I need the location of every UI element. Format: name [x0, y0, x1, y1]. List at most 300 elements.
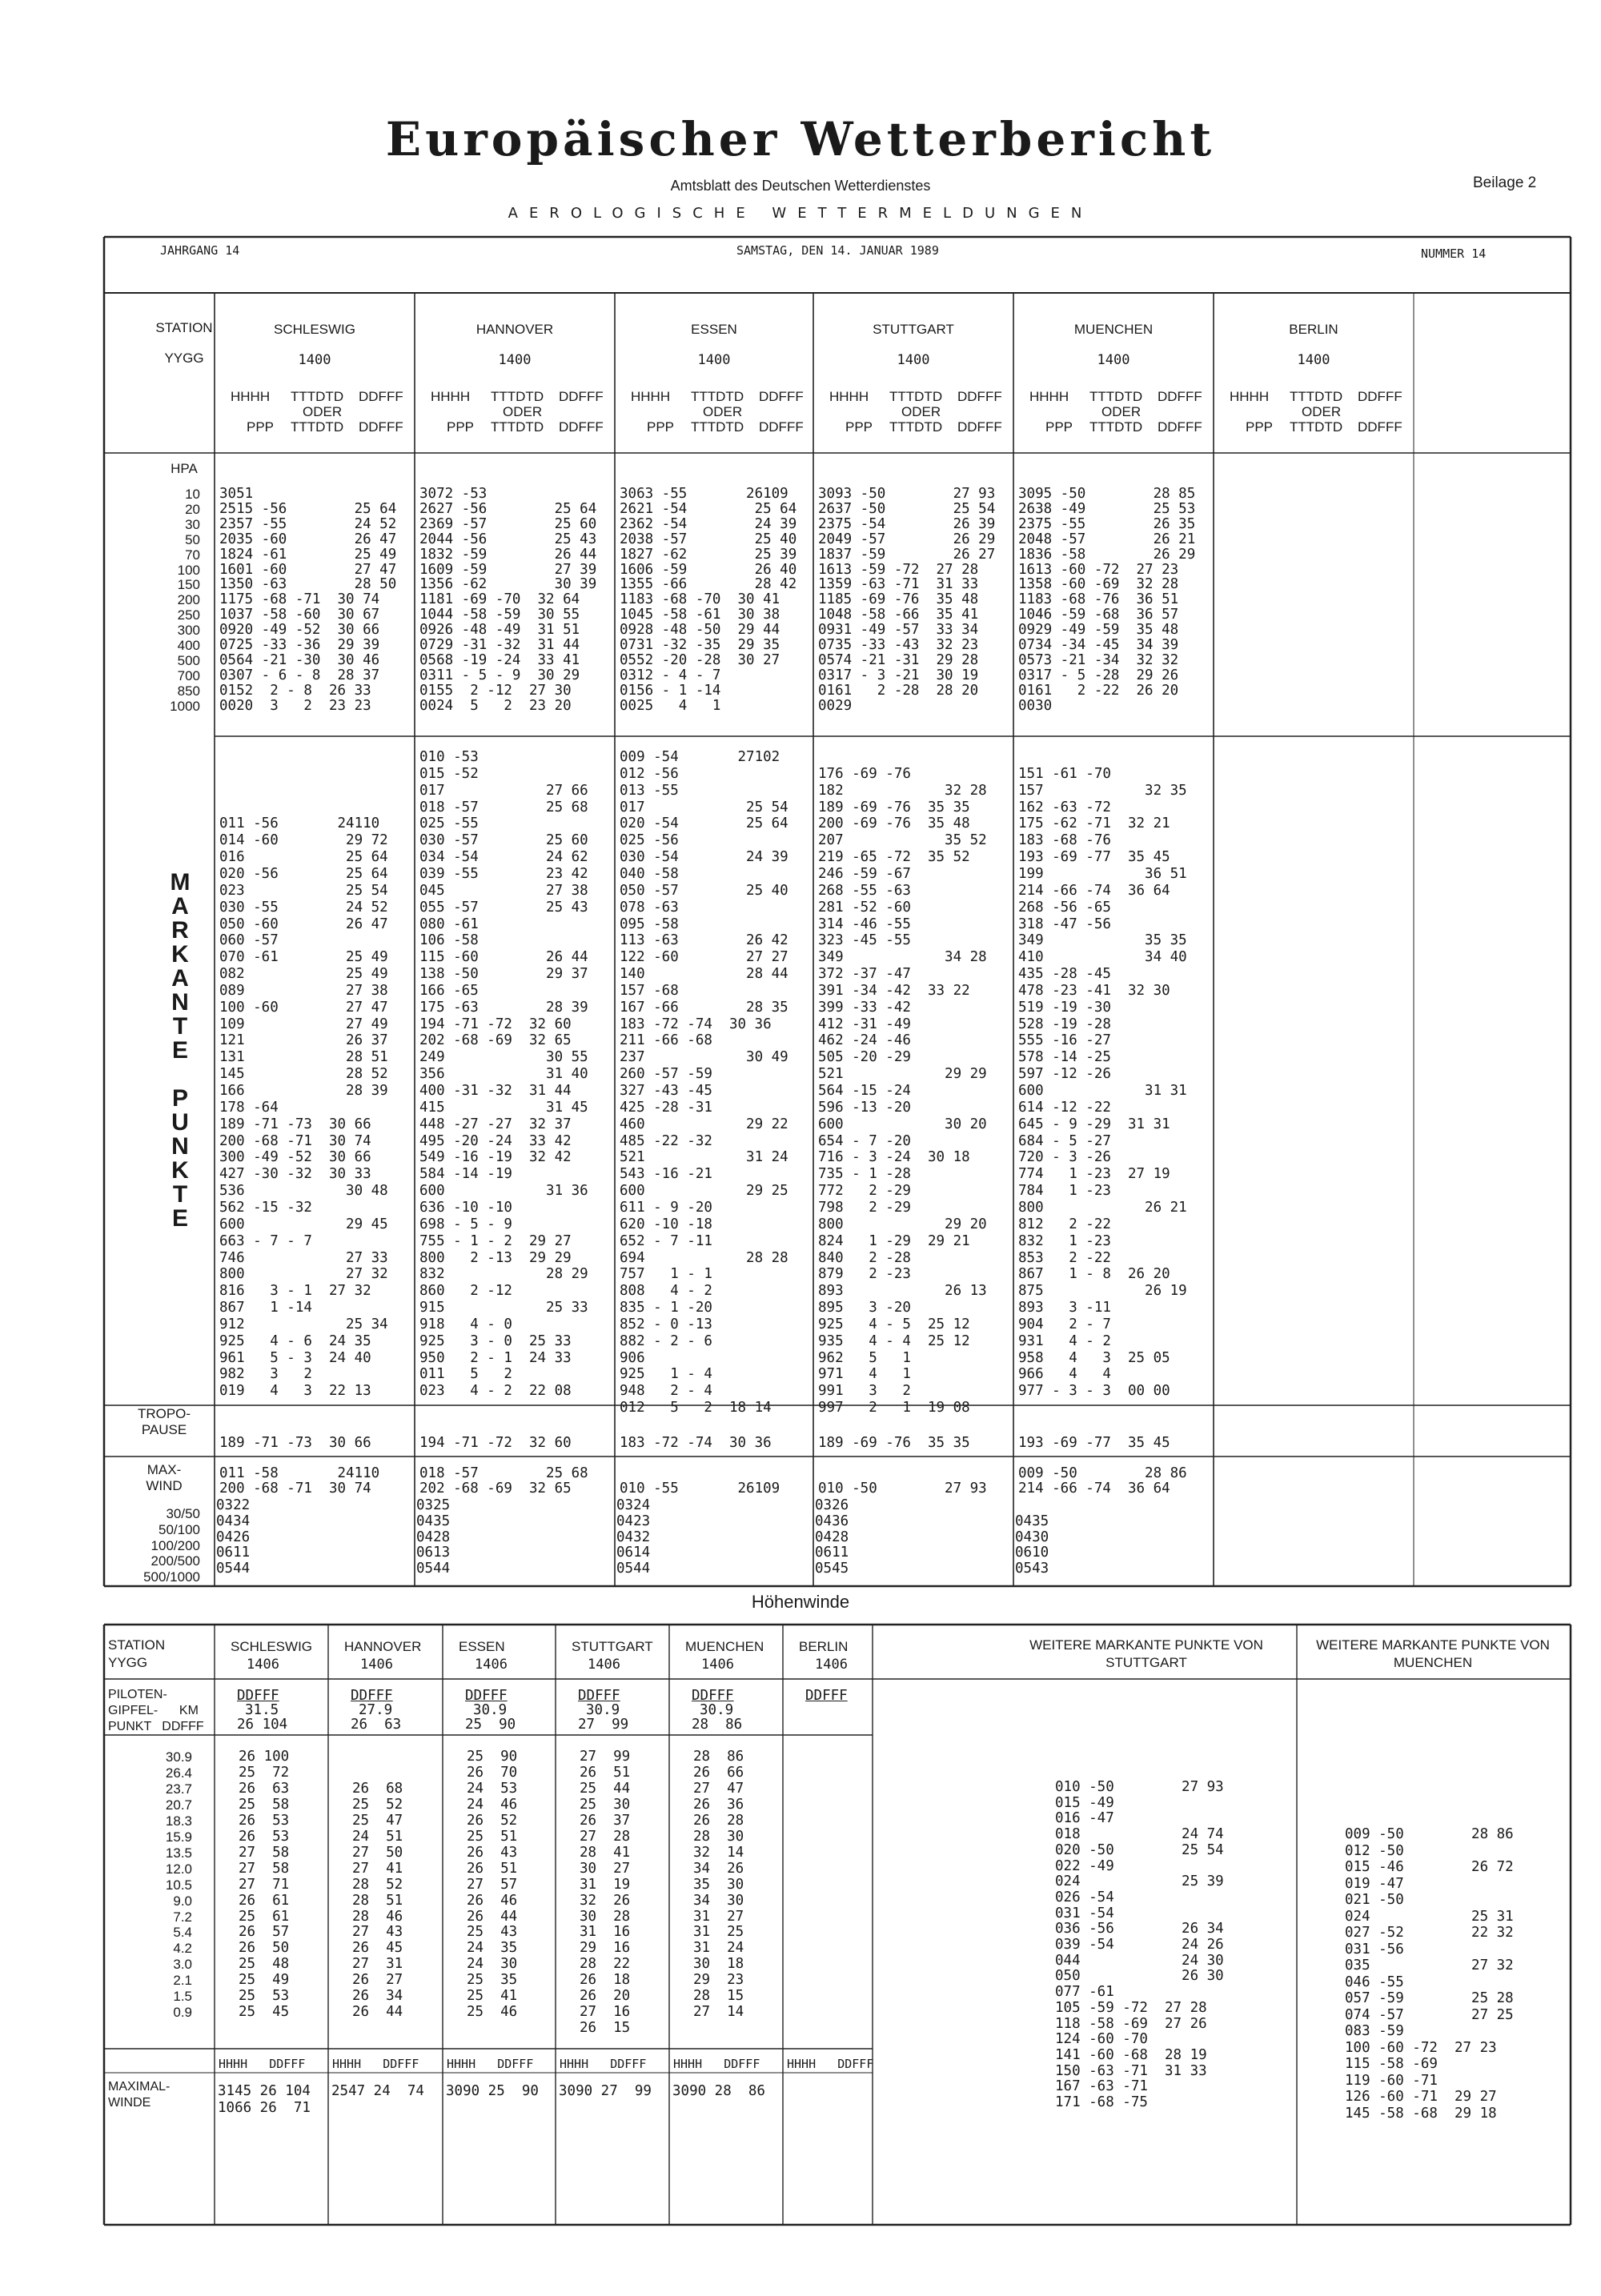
- markante-row: 950 2 - 1 24 33: [419, 1349, 572, 1366]
- markante-row: 122 -60 27 27: [620, 949, 788, 966]
- date-label: SAMSTAG, DEN 14. JANUAR 1989: [736, 243, 939, 258]
- markante-row: 040 -58: [620, 865, 679, 882]
- markante-row: 460 29 22: [620, 1116, 788, 1132]
- gipfel-km: 30.9: [473, 1702, 508, 1718]
- standard-level-row: 0929 -49 -59 35 48: [1018, 622, 1179, 639]
- markante-row: 720 - 3 -26: [1018, 1149, 1111, 1166]
- markante-row: 716 - 3 -24 30 18: [818, 1149, 970, 1166]
- markante-row: 636 -10 -10: [419, 1199, 512, 1216]
- wind-row: 27 41: [352, 1860, 403, 1877]
- standard-level-row: 1827 -62 25 39: [620, 546, 797, 563]
- markante-row: 138 -50 29 37: [419, 966, 588, 983]
- standard-level-row: 2362 -54 24 39: [620, 515, 797, 532]
- hpa-level: 200: [177, 592, 200, 608]
- markante-row: 050 -60 26 47: [219, 916, 388, 932]
- markante-row: 694 28 28: [620, 1249, 788, 1266]
- col-head-tttdtd: TTTDTD: [1290, 389, 1343, 404]
- wind-row: 25 47: [352, 1812, 403, 1829]
- markante-row: 925 4 - 5 25 12: [818, 1316, 970, 1332]
- markante-row: 840 2 -28: [818, 1249, 911, 1266]
- wind-row: 25 43: [467, 1924, 518, 1941]
- markante-row: 078 -63: [620, 899, 679, 916]
- station-name: BERLIN: [1289, 322, 1338, 337]
- weitere-muenchen-row: 126 -60 -71 29 27: [1345, 2089, 1497, 2105]
- station-yygg: 1400: [1297, 352, 1330, 368]
- markante-row: 115 -60 26 44: [419, 949, 588, 966]
- markante-row: 918 4 - 0: [419, 1316, 512, 1332]
- col-head-tttdtd2: TTTDTD: [691, 419, 744, 435]
- markante-row: 039 -55 23 42: [419, 865, 588, 882]
- gipfel-ddfff: 25 90: [465, 1717, 516, 1733]
- weitere-muenchen-row: 074 -57 27 25: [1345, 2006, 1514, 2023]
- km-level: 12.0: [165, 1861, 192, 1877]
- markante-row: 982 3 2: [219, 1366, 312, 1383]
- standard-level-row: 0317 - 3 -21 30 19: [818, 667, 979, 683]
- standard-level-row: 1356 -62 30 39: [419, 576, 597, 593]
- bottom-station-yygg: 1406: [701, 1657, 734, 1673]
- col-head-oder: ODER: [703, 404, 743, 419]
- markante-row: 893 3 -11: [1018, 1300, 1111, 1316]
- bottom-yygg-label: YYGG: [108, 1655, 148, 1670]
- wind-row: 31 25: [693, 1924, 744, 1941]
- weitere-stuttgart-row: 105 -59 -72 27 28: [1055, 1999, 1207, 2016]
- weitere-muenchen-row: 027 -52 22 32: [1345, 1925, 1514, 1941]
- markante-row: 895 3 -20: [818, 1300, 911, 1316]
- col-head-ddfff2: DDFFF: [1158, 419, 1202, 435]
- standard-level-row: 0564 -21 -30 30 46: [219, 651, 380, 668]
- markante-row: 757 1 - 1: [620, 1266, 712, 1283]
- standard-level-row: 2044 -56 25 43: [419, 531, 597, 547]
- bottom-station-name: ESSEN: [459, 1639, 505, 1654]
- standard-level-row: 2637 -50 25 54: [818, 500, 996, 517]
- col-head-tttdtd2: TTTDTD: [889, 419, 943, 435]
- markante-row: 189 -71 -73 30 66: [219, 1116, 371, 1132]
- standard-level-row: 2035 -60 26 47: [219, 531, 397, 547]
- standard-level-row: 0161 2 -22 26 20: [1018, 682, 1179, 699]
- markante-row: 415 31 45: [419, 1099, 588, 1116]
- km-level: 4.2: [173, 1941, 192, 1957]
- wind-row: 26 68: [352, 1780, 403, 1797]
- wind-row: 26 63: [239, 1780, 290, 1797]
- wind-row: 34 26: [693, 1860, 744, 1877]
- beilage-label: Beilage 2: [1473, 174, 1537, 191]
- markante-row: 237 30 49: [620, 1049, 788, 1066]
- markante-row: 798 2 -29: [818, 1199, 911, 1216]
- gipfel-ddfff: 26 104: [237, 1717, 288, 1733]
- markante-row: 011 -56 24110: [219, 815, 380, 832]
- markante-row: 246 -59 -67: [818, 865, 911, 882]
- weitere-stuttgart-row: 150 -63 -71 31 33: [1055, 2062, 1207, 2079]
- weitere-stuttgart-row: 016 -47: [1055, 1810, 1114, 1827]
- wind-row: 25 41: [467, 1988, 518, 2005]
- markante-row: 519 -19 -30: [1018, 999, 1111, 1016]
- markante-row: 089 27 38: [219, 982, 388, 999]
- markante-row: 991 3 2: [818, 1383, 911, 1400]
- wind-row: 24 35: [467, 1940, 518, 1957]
- gipfel-km: 30.9: [586, 1702, 620, 1718]
- col-head-tttdtd: TTTDTD: [889, 389, 943, 404]
- wind-row: 24 53: [467, 1780, 518, 1797]
- standard-level-row: 1048 -58 -66 35 41: [818, 607, 979, 623]
- markante-row: 600 30 20: [818, 1116, 987, 1132]
- markante-letter: U: [171, 1109, 189, 1136]
- jahrgang-label: JAHRGANG 14: [160, 243, 240, 258]
- col-head-ddfff: DDFFF: [759, 389, 804, 404]
- markante-row: 023 4 - 2 22 08: [419, 1383, 572, 1400]
- wind-row: 27 58: [239, 1860, 290, 1877]
- standard-level-row: 1183 -68 -70 30 41: [620, 591, 780, 608]
- wind-row: 26 51: [467, 1860, 518, 1877]
- wind-row: 34 30: [693, 1892, 744, 1909]
- markante-row: 652 - 7 -11: [620, 1232, 712, 1249]
- weitere-muenchen-row: 057 -59 25 28: [1345, 1990, 1514, 2006]
- markante-row: 017 25 54: [620, 799, 788, 815]
- col-head-hhhh: HHHH: [1230, 389, 1270, 404]
- markante-letter: A: [171, 965, 189, 992]
- weitere-stuttgart-row: 050 26 30: [1055, 1968, 1224, 1985]
- markante-row: 211 -66 -68: [620, 1032, 712, 1049]
- markante-row: 832 28 29: [419, 1266, 588, 1283]
- standard-level-row: 3095 -50 28 85: [1018, 486, 1196, 502]
- wind-row: 25 44: [580, 1780, 631, 1797]
- wind-row: 27 71: [239, 1876, 290, 1893]
- markante-row: 620 -10 -18: [620, 1216, 712, 1232]
- markante-row: 906: [620, 1349, 645, 1366]
- wind-row: 25 49: [239, 1972, 290, 1989]
- standard-level-row: 0152 2 - 8 26 33: [219, 682, 371, 699]
- markante-row: 140 28 44: [620, 966, 788, 983]
- standard-level-row: 2627 -56 25 64: [419, 500, 597, 517]
- standard-level-row: 0311 - 5 - 9 30 29: [419, 667, 580, 683]
- markante-row: 536 30 48: [219, 1183, 388, 1200]
- markante-row: 121 26 37: [219, 1032, 388, 1049]
- markante-row: 448 -27 -27 32 37: [419, 1116, 572, 1132]
- markante-row: 505 -20 -29: [818, 1049, 911, 1066]
- markante-row: 183 -72 -74 30 36: [620, 1016, 772, 1032]
- wind-row: 26 57: [239, 1924, 290, 1941]
- col-head-tttdtd2: TTTDTD: [1089, 419, 1143, 435]
- standard-level-row: 2049 -57 26 29: [818, 531, 996, 547]
- wind-row: 27 14: [693, 2004, 744, 2021]
- markante-row: 684 - 5 -27: [1018, 1132, 1111, 1149]
- tropopause-row: 189 -69 -76 35 35: [818, 1435, 970, 1451]
- standard-level-row: 0156 - 1 -14: [620, 682, 721, 699]
- wind-row: 26 43: [467, 1844, 518, 1861]
- weitere-stuttgart-row: 018 24 74: [1055, 1826, 1224, 1843]
- markante-row: 935 4 - 4 25 12: [818, 1332, 970, 1349]
- col-head-ddfff: DDFFF: [1158, 389, 1202, 404]
- weitere-stuttgart-row: 010 -50 27 93: [1055, 1779, 1224, 1795]
- wind-row: 25 35: [467, 1972, 518, 1989]
- col-head-ppp: PPP: [247, 419, 275, 435]
- thickness-row: 0613: [416, 1545, 451, 1561]
- wind-row: 25 48: [239, 1956, 290, 1973]
- markante-row: 030 -57 25 60: [419, 832, 588, 849]
- markante-row: 971 4 1: [818, 1366, 911, 1383]
- bottom-station-yygg: 1406: [475, 1657, 508, 1673]
- yygg-label: YYGG: [164, 351, 204, 366]
- station-name: HANNOVER: [475, 322, 554, 337]
- markante-row: 323 -45 -55: [818, 932, 911, 949]
- wind-row: 27 31: [352, 1956, 403, 1973]
- thickness-row: 0428: [416, 1529, 451, 1545]
- wind-row: 26 53: [239, 1812, 290, 1829]
- standard-level-row: 1359 -63 -71 31 33: [818, 576, 979, 593]
- markante-row: 349 35 35: [1018, 932, 1187, 949]
- wind-row: 27 58: [239, 1844, 290, 1861]
- weitere-muenchen-row: 145 -58 -68 29 18: [1345, 2105, 1497, 2122]
- weitere-stuttgart-row: 118 -58 -69 27 26: [1055, 2015, 1207, 2032]
- col-head-ppp: PPP: [647, 419, 675, 435]
- thickness-row: 0544: [216, 1561, 251, 1577]
- markante-row: 193 -69 -77 35 45: [1018, 849, 1170, 866]
- thickness-row: 0436: [815, 1513, 849, 1529]
- markante-letter: K: [171, 941, 189, 968]
- km-level: 20.7: [165, 1797, 192, 1813]
- standard-level-row: 2621 -54 25 64: [620, 500, 797, 517]
- wind-row: 31 27: [693, 1908, 744, 1925]
- weitere-stuttgart-title: WEITERE MARKANTE PUNKTE VON: [1029, 1637, 1263, 1653]
- markante-letter: A: [171, 893, 189, 920]
- wind-row: 30 18: [693, 1956, 744, 1973]
- hpa-level: 700: [177, 667, 200, 683]
- markante-row: 912 25 34: [219, 1316, 388, 1332]
- markante-row: 106 -58: [419, 932, 479, 949]
- standard-level-row: 0161 2 -28 28 20: [818, 682, 979, 699]
- markante-letter: E: [171, 1037, 188, 1064]
- wind-row: 26 18: [580, 1972, 631, 1989]
- markante-row: 596 -13 -20: [818, 1099, 911, 1116]
- markante-row: 412 -31 -49: [818, 1016, 911, 1032]
- col-head-oder: ODER: [901, 404, 941, 419]
- col-head-ddfff2: DDFFF: [957, 419, 1002, 435]
- wind-row: 24 46: [467, 1796, 518, 1813]
- markante-letter: N: [171, 1133, 189, 1160]
- markante-row: 349 34 28: [818, 949, 987, 966]
- gipfel-km: 31.5: [245, 1702, 279, 1718]
- markante-row: 014 -60 29 72: [219, 832, 388, 849]
- markante-row: 202 -68 -69 32 65: [419, 1032, 572, 1049]
- markante-row: 113 -63 26 42: [620, 932, 788, 949]
- wind-row: 26 53: [239, 1828, 290, 1845]
- markante-row: 867 1 - 8 26 20: [1018, 1266, 1170, 1283]
- standard-level-row: 1046 -59 -68 36 57: [1018, 607, 1179, 623]
- weitere-muenchen-title: WEITERE MARKANTE PUNKTE VON: [1316, 1637, 1550, 1653]
- standard-level-row: 2638 -49 25 53: [1018, 500, 1196, 517]
- col-head-ddfff2: DDFFF: [759, 419, 804, 435]
- standard-level-row: 1609 -59 27 39: [419, 561, 597, 578]
- wind-row: 26 44: [352, 2004, 403, 2021]
- standard-level-row: 1837 -59 26 27: [818, 546, 996, 563]
- markante-row: 095 -58: [620, 916, 679, 932]
- ddfff-head: DDFFF: [805, 1688, 848, 1704]
- markante-row: 435 -28 -45: [1018, 966, 1111, 983]
- markante-row: 020 -56 25 64: [219, 865, 388, 882]
- markante-row: 528 -19 -28: [1018, 1016, 1111, 1032]
- hpa-level: 30: [185, 516, 200, 532]
- gipfel-ddfff: 27 99: [578, 1717, 629, 1733]
- thickness-row: 0610: [1015, 1545, 1049, 1561]
- markante-letter: E: [171, 1205, 188, 1232]
- thickness-row: 0611: [216, 1545, 251, 1561]
- station-name: SCHLESWIG: [273, 322, 356, 337]
- markante-row: 875 26 19: [1018, 1283, 1187, 1300]
- standard-level-row: 0573 -21 -34 32 32: [1018, 651, 1179, 668]
- markante-row: 020 -54 25 64: [620, 815, 788, 832]
- standard-level-row: 1613 -60 -72 27 23: [1018, 561, 1179, 578]
- col-head-tttdtd2: TTTDTD: [1290, 419, 1343, 435]
- wind-row: 26 52: [467, 1812, 518, 1829]
- maxwind-row: 202 -68 -69 32 65: [419, 1481, 572, 1497]
- wind-row: 26 100: [239, 1749, 290, 1765]
- maxwind-row: 200 -68 -71 30 74: [219, 1481, 371, 1497]
- weitere-stuttgart-row: 141 -60 -68 28 19: [1055, 2046, 1207, 2063]
- markante-row: 755 - 1 - 2 29 27: [419, 1232, 572, 1249]
- markante-letter: T: [172, 1013, 188, 1040]
- maxwind-row: 010 -50 27 93: [818, 1481, 987, 1497]
- standard-level-row: 1355 -66 28 42: [620, 576, 797, 593]
- wind-row: 24 30: [467, 1956, 518, 1973]
- hpa-level: 250: [177, 607, 200, 623]
- markante-row: 207 35 52: [818, 832, 987, 849]
- markante-row: 249 30 55: [419, 1049, 588, 1066]
- markante-row: 427 -30 -32 30 33: [219, 1166, 371, 1183]
- hpa-level: 500: [177, 652, 200, 668]
- wind-row: 25 58: [239, 1796, 290, 1813]
- weitere-stuttgart-row: 171 -68 -75: [1055, 2094, 1148, 2110]
- standard-level-row: 1350 -63 28 50: [219, 576, 397, 593]
- markante-row: 023 25 54: [219, 882, 388, 899]
- wind-row: 28 51: [352, 1892, 403, 1909]
- markante-row: 080 -61: [419, 916, 479, 932]
- maximal-head: HHHH DDFFF: [673, 2057, 760, 2071]
- wind-row: 29 16: [580, 1940, 631, 1957]
- station-label: STATION: [155, 320, 213, 335]
- col-head-oder: ODER: [1101, 404, 1142, 419]
- bottom-station-yygg: 1406: [815, 1657, 848, 1673]
- maxwind-row: 011 -58 24110: [219, 1465, 380, 1481]
- markante-row: 019 4 3 22 13: [219, 1383, 371, 1400]
- weitere-muenchen-row: 035 27 32: [1345, 1957, 1514, 1973]
- markante-row: 925 1 - 4: [620, 1366, 712, 1383]
- standard-level-row: 1044 -58 -59 30 55: [419, 607, 580, 623]
- markante-row: 268 -55 -63: [818, 882, 911, 899]
- standard-level-row: 3093 -50 27 93: [818, 486, 996, 502]
- markante-row: 564 -15 -24: [818, 1083, 911, 1099]
- markante-row: 200 -68 -71 30 74: [219, 1132, 371, 1149]
- km-level: 18.3: [165, 1813, 192, 1829]
- maxwind-row: 018 -57 25 68: [419, 1465, 588, 1481]
- weitere-stuttgart-row: 015 -49: [1055, 1794, 1114, 1811]
- markante-row: 175 -63 28 39: [419, 999, 588, 1016]
- wind-row: 27 99: [580, 1749, 631, 1765]
- standard-level-row: 0024 5 2 23 20: [419, 697, 572, 714]
- markante-row: 194 -71 -72 32 60: [419, 1016, 572, 1032]
- col-head-hhhh: HHHH: [231, 389, 271, 404]
- col-head-ddfff: DDFFF: [1358, 389, 1402, 404]
- standard-level-row: 0731 -32 -35 29 35: [620, 637, 780, 653]
- bottom-station-yygg: 1406: [360, 1657, 393, 1673]
- report-subtitle: Amtsblatt des Deutschen Wetterdienstes: [670, 178, 931, 194]
- maxwind-row: 214 -66 -74 36 64: [1018, 1481, 1170, 1497]
- wind-row: 31 16: [580, 1924, 631, 1941]
- maxwind-label: MAX- WIND: [146, 1462, 183, 1493]
- weitere-stuttgart-row: 077 -61: [1055, 1984, 1114, 2001]
- hpa-level: 100: [177, 562, 200, 578]
- piloten-label: PILOTEN- GIPFEL- KM PUNKT DDFFF: [108, 1688, 204, 1733]
- col-head-oder: ODER: [1302, 404, 1342, 419]
- standard-level-row: 0307 - 6 - 8 28 37: [219, 667, 380, 683]
- weitere-muenchen-name: MUENCHEN: [1393, 1655, 1473, 1670]
- km-level: 30.9: [165, 1749, 192, 1765]
- wind-row: 25 53: [239, 1988, 290, 2005]
- wind-row: 28 22: [580, 1956, 631, 1973]
- hoehenwinde-title: Höhenwinde: [751, 1592, 850, 1612]
- standard-level-row: 1183 -68 -76 36 51: [1018, 591, 1179, 608]
- standard-level-row: 1836 -58 26 29: [1018, 546, 1196, 563]
- station-yygg: 1400: [1097, 352, 1130, 368]
- markante-row: 584 -14 -19: [419, 1166, 512, 1183]
- weitere-stuttgart-row: 022 -49: [1055, 1857, 1114, 1874]
- wind-row: 26 28: [693, 1812, 744, 1829]
- weitere-stuttgart-row: 031 -54: [1055, 1905, 1114, 1921]
- weitere-muenchen-row: 115 -58 -69: [1345, 2056, 1438, 2072]
- thickness-row: 0428: [815, 1529, 849, 1545]
- standard-level-row: 0030: [1018, 697, 1053, 714]
- wind-row: 28 86: [693, 1749, 744, 1765]
- standard-level-row: 0574 -21 -31 29 28: [818, 651, 979, 668]
- standard-level-row: 3063 -55 26109: [620, 486, 788, 502]
- standard-level-row: 0928 -48 -50 29 44: [620, 622, 780, 639]
- markante-row: 904 2 - 7: [1018, 1316, 1111, 1332]
- markante-row: 157 32 35: [1018, 782, 1187, 799]
- tropopause-row: 193 -69 -77 35 45: [1018, 1435, 1170, 1451]
- markante-row: 562 -15 -32: [219, 1199, 312, 1216]
- weitere-stuttgart-row: 024 25 39: [1055, 1873, 1224, 1890]
- markante-row: 167 -66 28 35: [620, 999, 788, 1016]
- bottom-station-name: STUTTGART: [572, 1639, 653, 1654]
- km-level: 5.4: [173, 1925, 192, 1941]
- markante-row: 600 31 31: [1018, 1083, 1187, 1099]
- wind-row: 26 51: [580, 1764, 631, 1781]
- maxwind-row: 009 -50 28 86: [1018, 1465, 1187, 1481]
- markante-row: 015 -52: [419, 765, 479, 782]
- weitere-stuttgart-row: 039 -54 24 26: [1055, 1937, 1224, 1953]
- col-head-tttdtd2: TTTDTD: [491, 419, 544, 435]
- col-head-ddfff2: DDFFF: [559, 419, 604, 435]
- standard-level-row: 1601 -60 27 47: [219, 561, 397, 578]
- markante-row: 835 - 1 -20: [620, 1300, 712, 1316]
- maximal-head: HHHH DDFFF: [219, 2057, 306, 2071]
- thickness-row: 0432: [616, 1529, 651, 1545]
- markante-row: 521 29 29: [818, 1066, 987, 1083]
- km-level: 13.5: [165, 1845, 192, 1861]
- standard-level-row: 0317 - 5 -28 29 26: [1018, 667, 1179, 683]
- markante-row: 145 28 52: [219, 1066, 388, 1083]
- markante-row: 010 -53: [419, 749, 479, 765]
- station-yygg: 1400: [897, 352, 930, 368]
- markante-row: 961 5 - 3 24 40: [219, 1349, 371, 1366]
- wind-row: 27 43: [352, 1924, 403, 1941]
- markante-row: 131 28 51: [219, 1049, 388, 1066]
- wind-row: 26 66: [693, 1764, 744, 1781]
- thickness-row: 0611: [815, 1545, 849, 1561]
- km-level: 26.4: [165, 1765, 192, 1781]
- thickness-label: 50/100: [158, 1521, 200, 1537]
- col-head-hhhh: HHHH: [631, 389, 671, 404]
- standard-level-row: 0931 -49 -57 33 34: [818, 622, 979, 639]
- hpa-level: 150: [177, 577, 200, 593]
